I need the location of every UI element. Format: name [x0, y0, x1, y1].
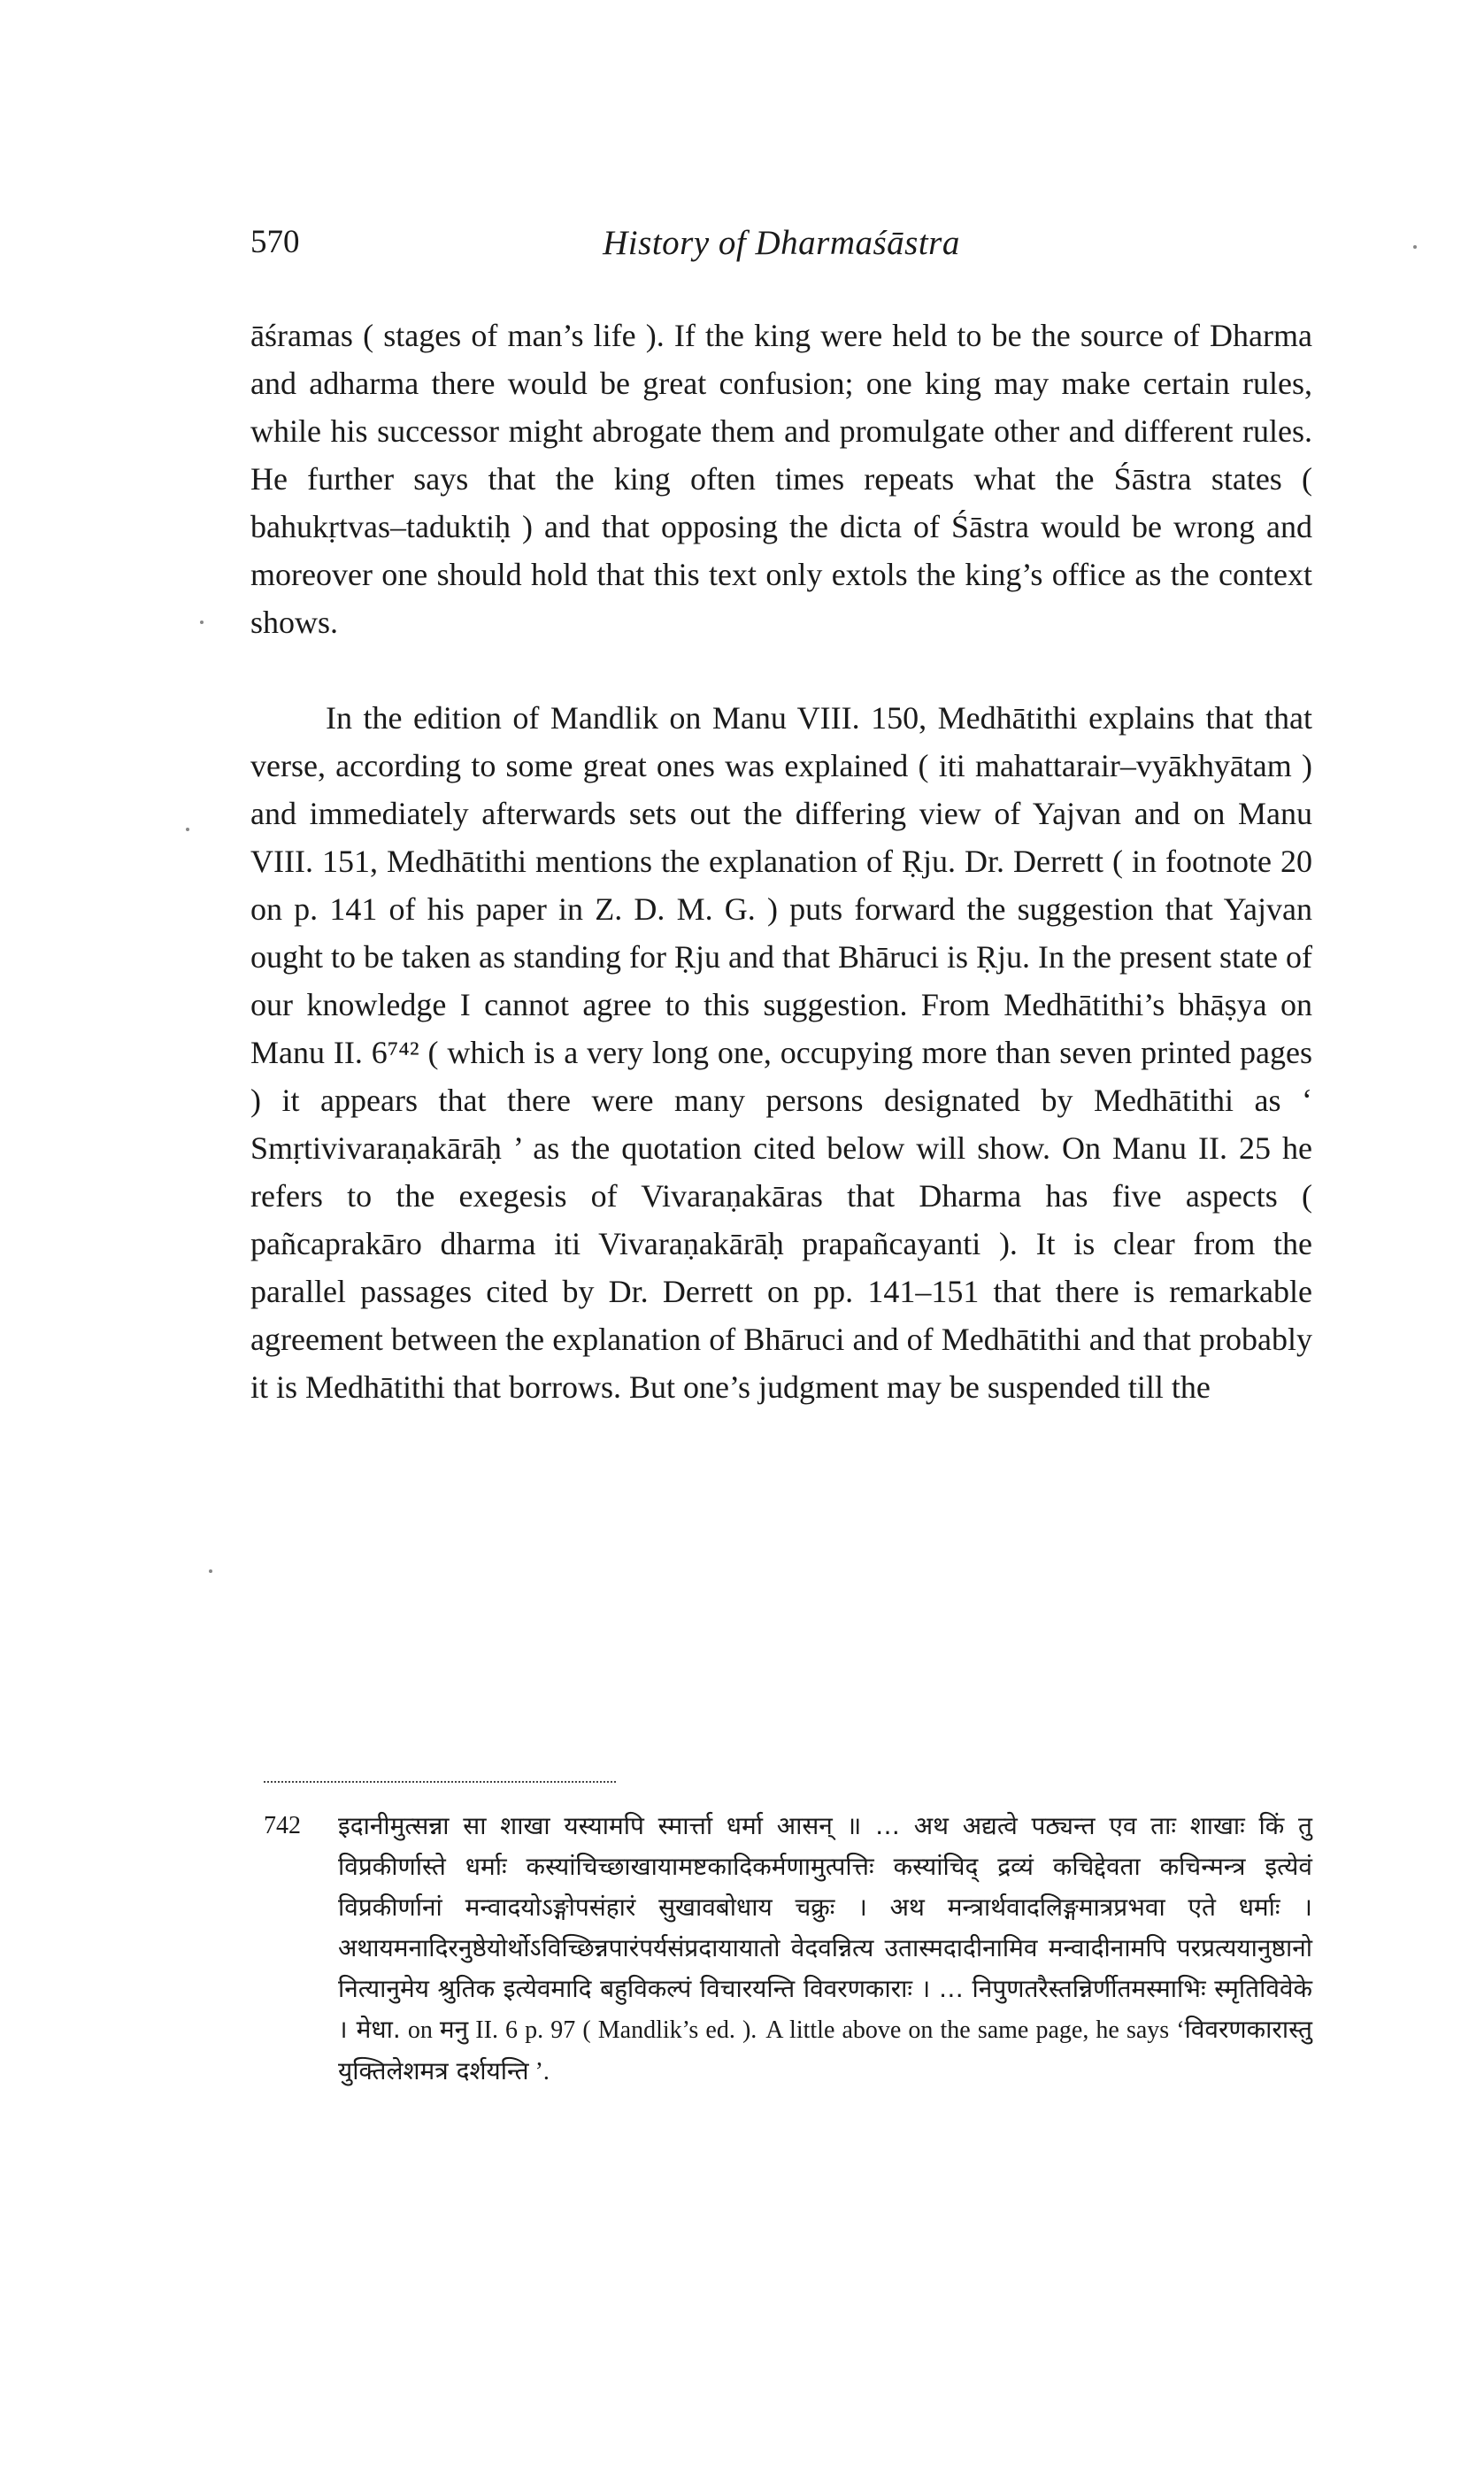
page-number: 570 — [250, 224, 300, 260]
paragraph-2: In the edition of Mandlik on Manu VIII. 150, Medhātithi explains that that verse, according to some great ones was explained ( iti mahattarair–vyākhyātam ) and immediately afterwards sets out the differing view of Yajvan and on Manu VIII. 151, Medhātithi mentions the explanation of Ṛju. Dr. Derrett ( in footnote 20 on p. 141 of his paper in Z. D. M. G. ) puts forward the suggestion that Yajvan ought to be taken as standing for Ṛju and that Bhāruci is Ṛju. In the present state of our knowledge I cannot agree to this suggestion. From Medhātithi’s bhāṣya on Manu II. 6⁷⁴² ( which is a very long one, occupying more than seven printed pages ) it appears that there were many persons designated by Medhātithi as ‘ Smṛtivivaraṇakārāḥ ’ as the quotation cited below will show. On Manu II. 25 he refers to the exegesis of Vivaraṇakāras that Dharma has five aspects ( pañcaprakāro dharma iti Vivaraṇakārāḥ prapañcayanti ). It is clear from the parallel passages cited by Dr. Derrett on pp. 141–151 that there is remarkable agreement between the explanation of Bhāruci and of Medhātithi and that probably it is Medhātithi that borrows. But one’s judgment may be suspended till the — [250, 700, 1312, 1405]
paper-speck — [209, 1569, 212, 1573]
footnote-742 — [264, 1806, 1312, 2093]
footnote-note-suffix: ’. — [528, 2058, 550, 2085]
paper-speck — [1413, 245, 1417, 249]
paragraph-1: āśramas ( stages of man’s life ). If the king were held to be the source of Dharma and adharma there would be great confusion; one king may make certain rules, while his successor might abrogate them and promulgate other and different rules. He further says that the king often times repeats what the Śāstra states ( bahukṛtvas–taduktiḥ ) and that opposing the dicta of Śāstra would be wrong and moreover one should hold that this text only extols the king’s office as the context shows. — [250, 318, 1312, 640]
paper-speck — [186, 828, 189, 831]
footnote-reference: on मनु II. 6 p. 97 ( Mandlik’s ed. ). — [400, 2016, 757, 2044]
footnote-note-quote: विवरणकारास्तु युक्तिलेशमत्र दर्शयन्ति — [338, 2015, 1312, 2085]
footnote-divider — [264, 1781, 616, 1783]
paper-speck — [200, 621, 204, 624]
running-head — [250, 223, 1312, 267]
running-title: History of Dharmaśāstra — [603, 224, 960, 262]
footnote-text — [338, 1806, 1312, 2093]
body-text — [250, 312, 1312, 1411]
footnote-sanskrit: इदानीमुत्सन्ना सा शाखा यस्यामपि स्मार्त्ता धर्मा आसन् ॥ … अथ अद्यत्वे पठ्यन्त एव ताः शाखाः किं तु विप्रकीर्णास्ते धर्माः कस्यांचिच्छाखायामष्टकादिकर्मणामुत्पत्तिः कस्यांचिद् द्रव्यं कचिद्देवता कचिन्मन्त्र इत्येवं विप्रकीर्णानां मन्वादयोऽङ्गोपसंहारं सुखावबोधाय चक्रुः । अथ मन्त्रार्थवादलिङ्गमात्रप्रभवा एते धर्माः । अथायमनादिरनुष्ठेयोर्थोऽविच्छिन्नपारंपर्यसंप्रदायायातो वेदवन्नित्य उतास्मदादीनामिव मन्वादीनामपि परप्रत्ययानुष्ठानो नित्यानुमेय श्रुतिक इत्येवमादि बहुविकल्पं विचारयन्ति विवरणकाराः । … निपुणतरैस्तन्निर्णीतमस्माभिः स्मृतिविवेके । मेधा. — [338, 1811, 1312, 2044]
footnote-number: 742 — [264, 1812, 301, 1839]
footnote-note-prefix: A little above on the same page, he says ‘ — [765, 2016, 1185, 2044]
